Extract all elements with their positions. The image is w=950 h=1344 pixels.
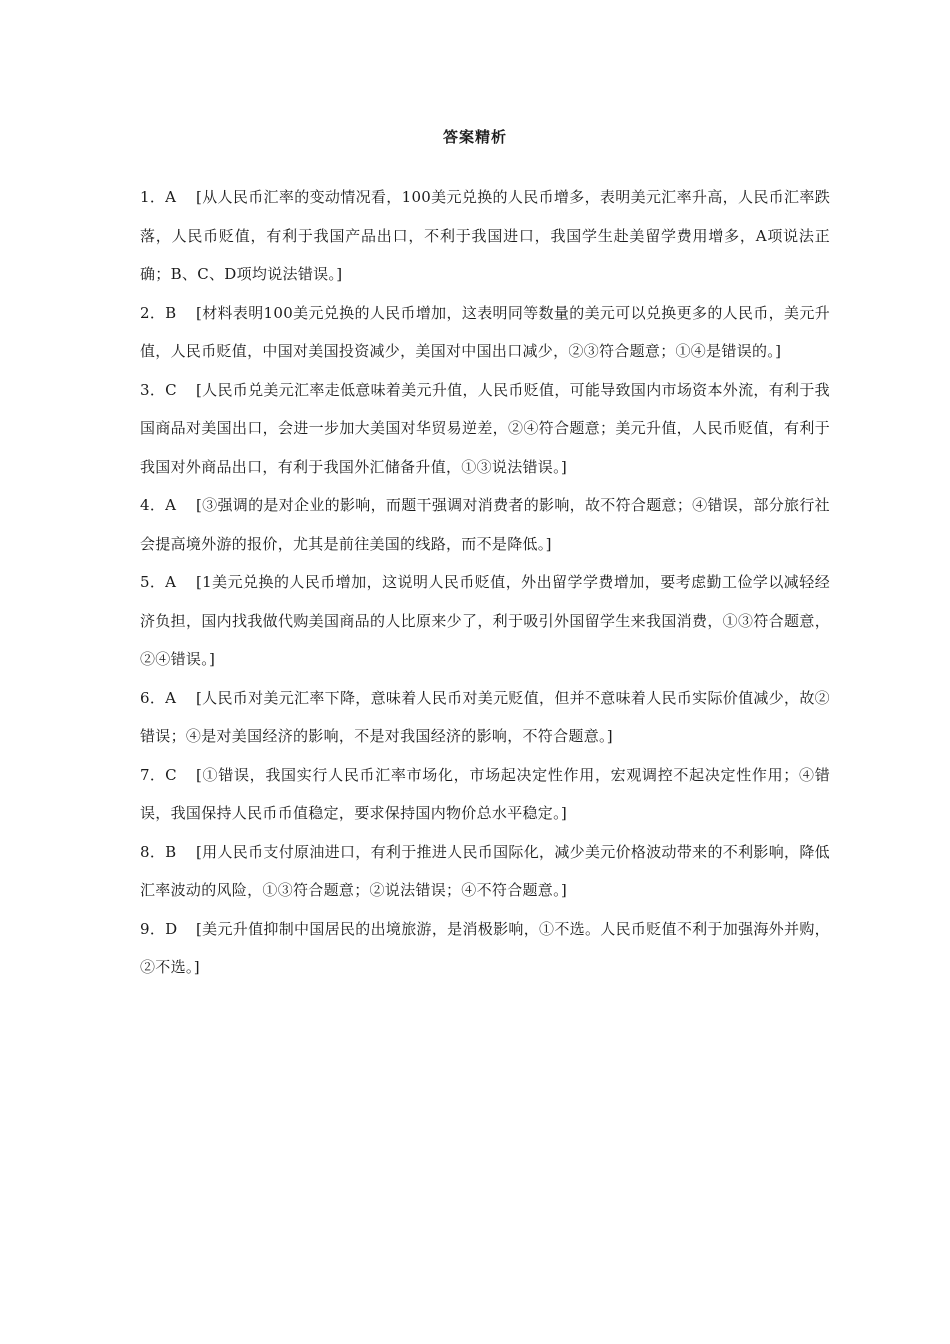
- answer-explanation: [材料表明100美元兑换的人民币增加，这表明同等数量的美元可以兑换更多的人民币，美元升值，人民币贬值，中国对美国投资减少，美国对中国出口减少，②③符合题意；①④是错误的。]: [140, 303, 830, 360]
- answer-explanation: [③强调的是对企业的影响，而题干强调对消费者的影响，故不符合题意；④错误，部分旅行社会提高境外游的报价，尤其是前往美国的线路，而不是降低。]: [140, 496, 830, 553]
- answer-item-7: [140, 756, 830, 833]
- answer-number: 1．A: [140, 188, 177, 206]
- answer-list: [140, 178, 830, 987]
- answer-number: 6．A: [140, 688, 177, 707]
- answer-item-1: [140, 178, 830, 294]
- answer-number: 4．A: [140, 496, 177, 514]
- answer-item-4: [140, 486, 830, 563]
- answer-number: 9．D: [140, 919, 178, 938]
- answer-explanation: [用人民币支付原油进口，有利于推进人民币国际化，减少美元价格波动带来的不利影响，降低汇率波动的风险，①③符合题意；②说法错误；④不符合题意。]: [140, 842, 830, 899]
- answer-explanation: [从人民币汇率的变动情况看，100美元兑换的人民币增多，表明美元汇率升高，人民币汇率跌落，人民币贬值，有利于我国产品出口，不利于我国进口，我国学生赴美留学费用增多，A项说法正确；B、C、D项均说法错误。]: [140, 188, 830, 283]
- answer-explanation: [美元升值抑制中国居民的出境旅游，是消极影响，①不选。人民币贬值不利于加强海外并购，②不选。]: [140, 919, 830, 976]
- answer-number: 3．C: [140, 380, 177, 399]
- answer-number: 8．B: [140, 842, 177, 861]
- answer-number: 5．A: [140, 573, 177, 591]
- page-title: 答案精析: [442, 128, 507, 146]
- answer-item-3: [140, 371, 830, 487]
- answer-item-2: [140, 294, 830, 371]
- answer-item-5: [140, 563, 830, 679]
- answer-item-6: [140, 679, 830, 756]
- answer-number: 2．B: [140, 303, 177, 322]
- answer-explanation: [①错误，我国实行人民币汇率市场化，市场起决定性作用，宏观调控不起决定性作用；④错误，我国保持人民币币值稳定，要求保持国内物价总水平稳定。]: [140, 765, 830, 822]
- answer-item-9: [140, 910, 830, 987]
- answer-explanation: [人民币兑美元汇率走低意味着美元升值，人民币贬值，可能导致国内市场资本外流，有利于我国商品对美国出口，会进一步加大美国对华贸易逆差，②④符合题意；美元升值，人民币贬值，有利于我国对外商品出口，有利于我国外汇储备升值，①③说法错误。]: [140, 380, 830, 476]
- answer-explanation: [人民币对美元汇率下降，意味着人民币对美元贬值，但并不意味着人民币实际价值减少，故②错误；④是对美国经济的影响，不是对我国经济的影响，不符合题意。]: [140, 688, 830, 745]
- answer-number: 7．C: [140, 765, 177, 784]
- answer-explanation: [1美元兑换的人民币增加，这说明人民币贬值，外出留学学费增加，要考虑勤工俭学以减轻经济负担，国内找我做代购美国商品的人比原来少了，利于吸引外国留学生来我国消费，①③符合题意，②④错误。]: [140, 573, 830, 668]
- answer-item-8: [140, 833, 830, 910]
